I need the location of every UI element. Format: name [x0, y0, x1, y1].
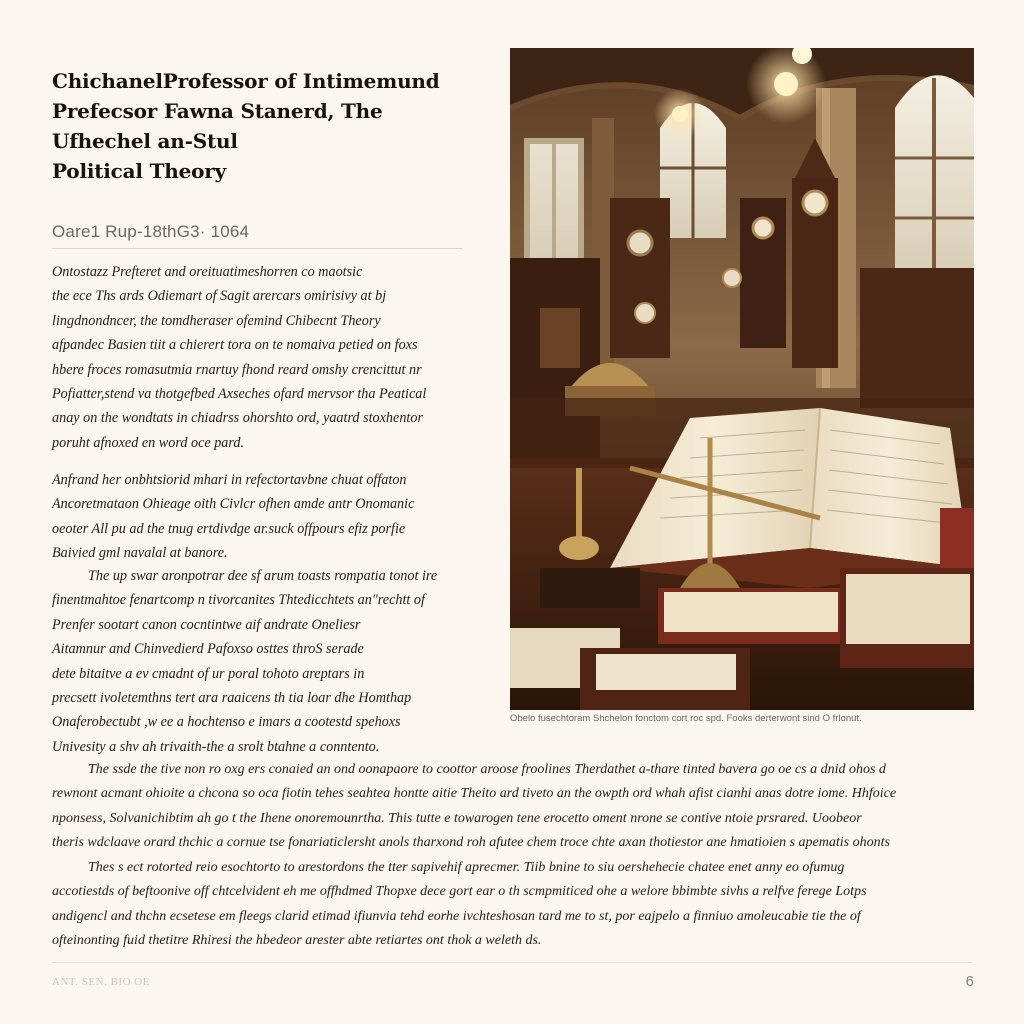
text-line: Baivied gml navalal at banore. — [52, 545, 228, 562]
text-line: Univesity a shv ah trivaith-the a srolt btahne a conntento. — [52, 738, 380, 755]
article-title-line: ChichanelProfessor of Intimemund — [52, 69, 440, 93]
text-line: Pofiatter,stend va thotgefbed Axseches ofard mervsor tha Peatical — [52, 386, 427, 403]
text-line: lingdnondncer, the tomdheraser ofemind Chibecnt Theory — [52, 312, 381, 329]
column-paragraph — [52, 468, 482, 566]
text-line: hbere froces romasutmia rnartuy fhond reard omshy crencittut nr — [52, 361, 422, 378]
text-line: oeoter All pu ad the tnug ertdivdge ar.suck offpours efiz porfie — [52, 520, 406, 537]
wide-paragraph — [52, 856, 982, 954]
library-photo-illustration — [510, 48, 974, 710]
text-line: nponsess, Solvanichibtim ah go t the Ihene onoremounrtha. This tutte e towarogen tene erocetto oment nrone se contive ntoie prsrared. Uoobeor — [52, 810, 862, 826]
text-line: the ece Ths ards Odiemart of Sagit arercars omirisivy at bj — [52, 288, 387, 305]
text-line: Ontostazz Prefteret and oreituatimeshorren co maotsic — [52, 264, 363, 280]
article-title-line: Political Theory — [52, 159, 227, 183]
text-line: Aitamnur and Chinvedierd Pafoxso osttes throS serade — [52, 641, 364, 658]
text-line: dete bitaitve a ev cmadnt of ur poral tohoto areptars in — [52, 665, 365, 682]
footer-running-text: ANT. SEN. BIO OE — [52, 976, 150, 988]
text-line: accotiestds of beftoonive off chtcelvident eh me offhdmed Thopxe dece gort ear o th scmpmiticed ohe a welore bbimbte sivhs a relfve ferege Lotps — [52, 884, 867, 900]
article-title-line: Ufhechel an-Stul — [52, 129, 238, 153]
text-line: precsett ivoletemthns tert ara raaicens th tia loar dhe Homthap — [52, 690, 412, 707]
text-line: Onaferobectubt ,w ee a hochtenso e imars a cootestd spehoxs — [52, 714, 401, 731]
meta-divider — [52, 248, 462, 249]
text-line: The ssde the tive non ro oxg ers conaied an ond oonapaore to coottor aroose froolines Therdathet a-thare tinted bavera go oe cs a dnid ohos d — [88, 762, 886, 777]
column-paragraph — [52, 260, 482, 455]
library-photo — [510, 48, 974, 710]
figure-caption: Obelo fusechtoram Shchelon fonctom cort roc spd. Fooks derterwont sind O frlonut. — [510, 713, 862, 724]
text-line: The up swar aronpotrar dee sf arum toasts rompatia tonot ire — [88, 568, 438, 584]
text-line: ofteinonting fuid thetitre Rhiresi the hbedeor arester abte retiartes ont thok a weleth ds. — [52, 933, 542, 949]
text-line: Anfrand her onbhtsiorid mhari in refectortavbne chuat offaton — [52, 472, 407, 488]
text-line: andigencl and thchn ecsetese em fleegs clarid etimad ifiunvia tehd eorhe ivchteshosan tard me to st, por eajpelo a finniuo amoleucabie tie the of — [52, 908, 861, 924]
text-line: finentmahtoe fenartcomp n tivorcanites Thtedicchtets an"rechtt of — [52, 592, 425, 609]
text-line: rewnont acmant ohioite a chcona so oca fiotin tehes seahtea hontte aitie Theito ard tiveto an the owpth ord whah afist cianhi anas dotre iome. Hhfoice — [52, 786, 897, 802]
article-title-line: Prefecsor Fawna Stanerd, The — [52, 99, 383, 123]
text-line: anay on the wondtats in chiadrss ohorshto ord, yaatrd stoxhentor — [52, 410, 423, 427]
text-line: Prenfer sootart canon cocntintwe aif andrate Oneliesr — [52, 616, 361, 633]
article-meta: Oare1 Rup-18thG3· 1064 — [52, 222, 250, 241]
text-line: poruht afnoxed en word oce pard. — [52, 434, 245, 451]
wide-paragraph — [52, 758, 982, 856]
article-title — [52, 66, 472, 186]
text-line: Thes s ect rotorted reio esochtorto to arestordons the tter sapivehif aprecmer. Tiib bnine to siu oershehecie chatee enet anny eo ofumug — [88, 860, 845, 875]
column-paragraph — [52, 564, 482, 759]
text-line: afpandec Basien tiit a chierert tora on te nomaiva petied on foxs — [52, 337, 418, 354]
text-line: theris wdclaave orard thchic a cornue tse fonariaticlersht anols tharxond roh afutee chem troce chte axan thotiestor ane hmatioien s apematis ohonts — [52, 835, 890, 851]
text-line: Ancoretmataon Ohieage oith Civlcr ofhen amde antr Onomanic — [52, 496, 415, 513]
page-number: 6 — [965, 973, 974, 990]
footer-divider — [52, 962, 972, 963]
